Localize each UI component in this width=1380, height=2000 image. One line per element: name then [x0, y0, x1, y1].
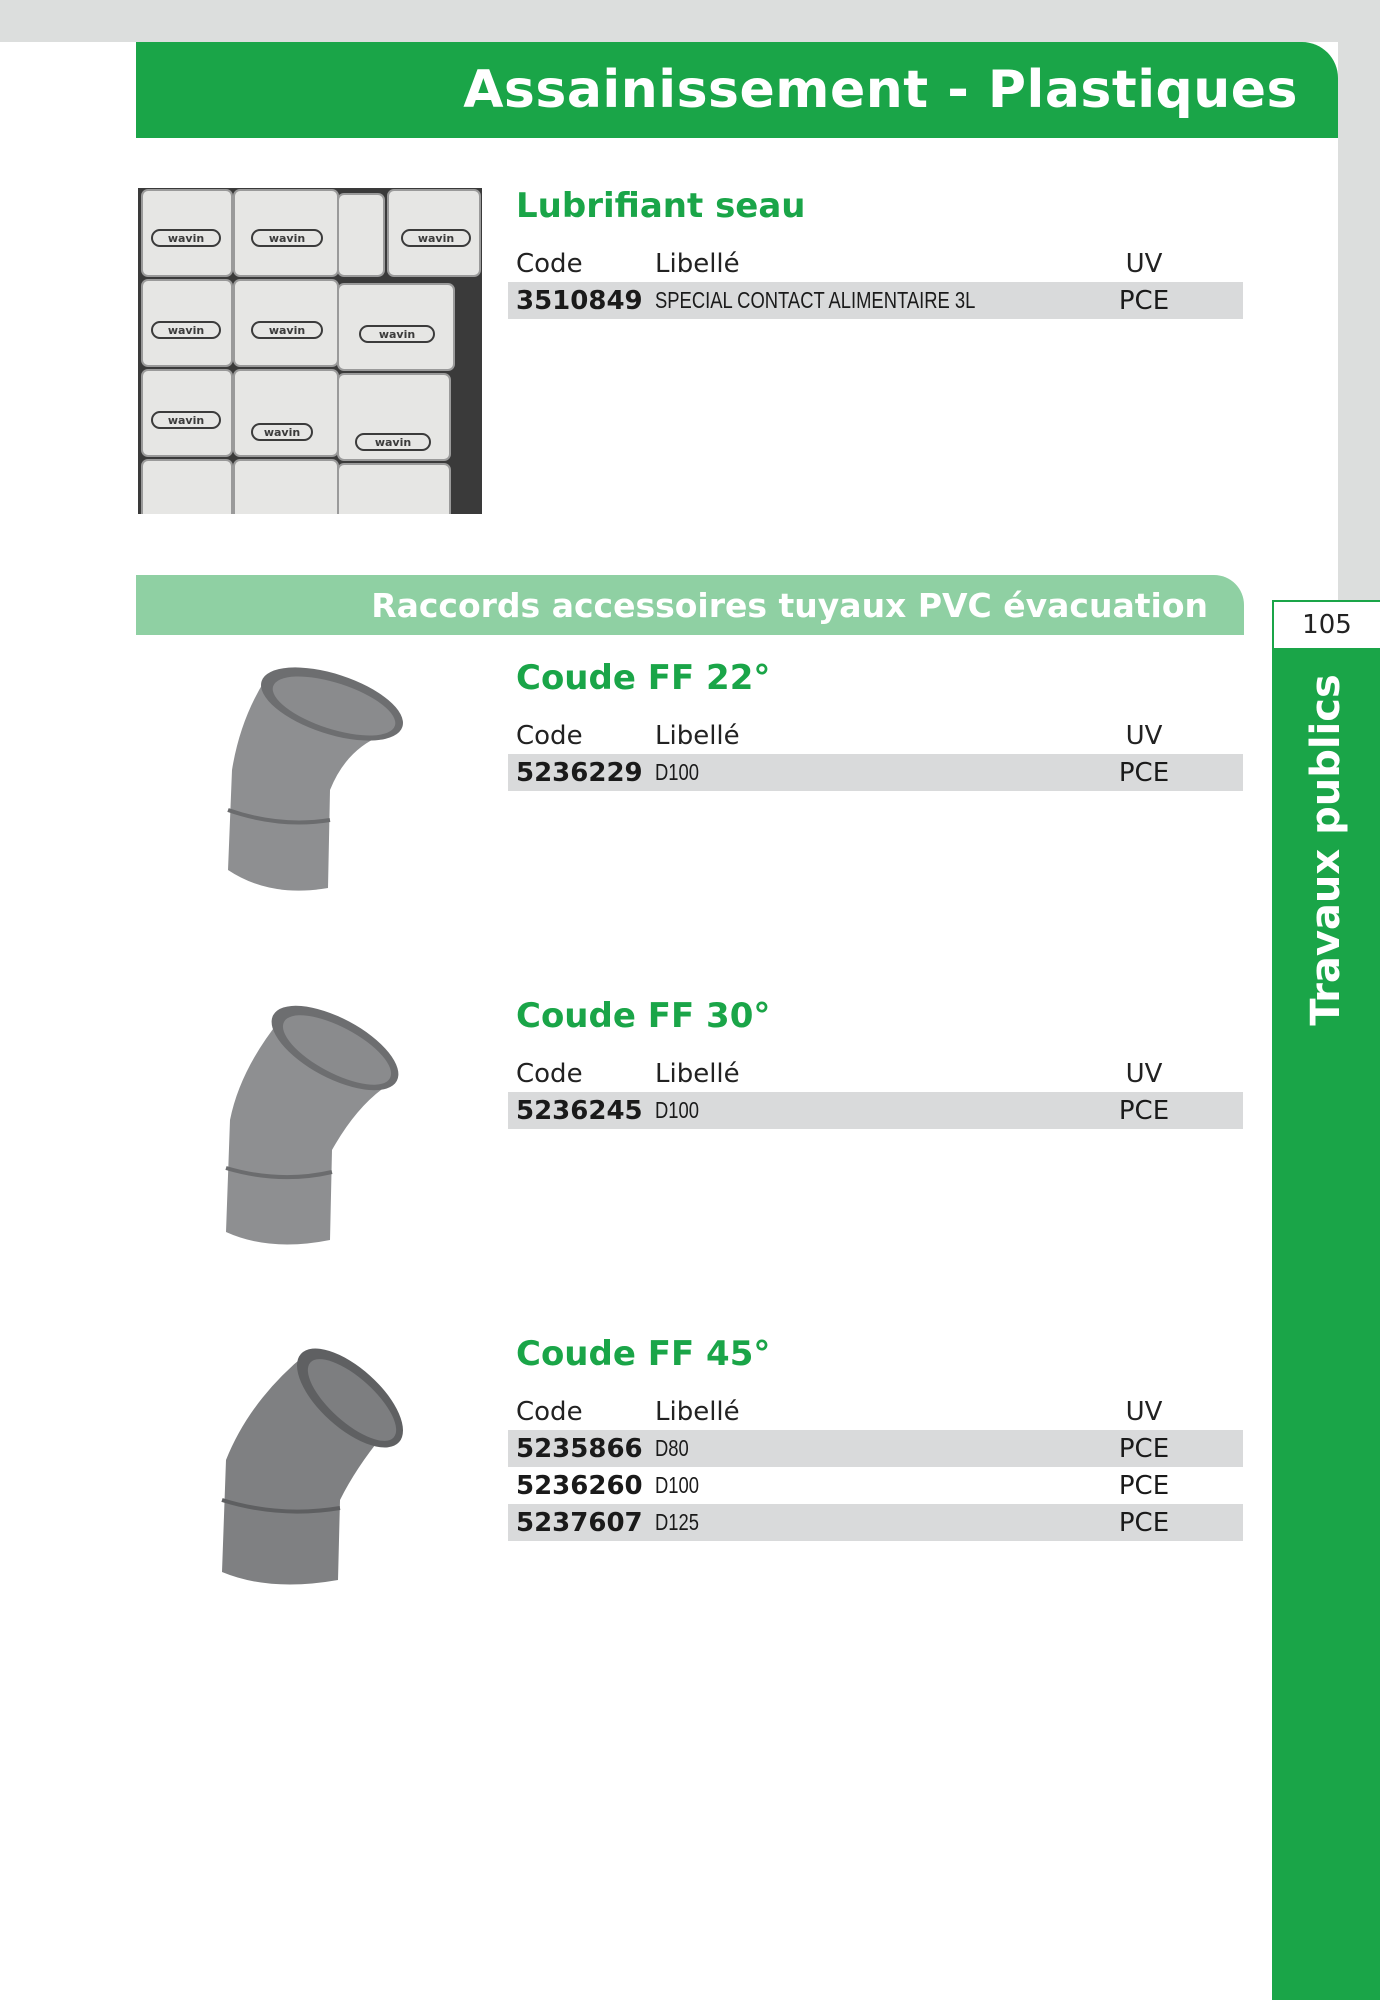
row-code: 5235866 [516, 1433, 643, 1464]
row-uv: PCE [1118, 285, 1170, 316]
header-uv: UV [1125, 249, 1163, 279]
main-header-banner [136, 42, 1338, 138]
row-libelle: D100 [655, 1472, 699, 1498]
table-row [508, 754, 1243, 791]
header-uv: UV [1125, 721, 1163, 751]
top-gray-strip [0, 0, 1380, 42]
row-libelle: D100 [655, 759, 699, 785]
row-uv: PCE [1118, 1507, 1170, 1538]
row-code: 3510849 [516, 285, 643, 316]
table-header [508, 1056, 1243, 1092]
product-coude-ff-30 [508, 996, 1243, 1129]
svg-text:wavin: wavin [263, 426, 301, 439]
section-banner [136, 575, 1244, 635]
row-libelle: D100 [655, 1097, 699, 1123]
bucket-stack-illustration [138, 188, 482, 514]
table-row [508, 1504, 1243, 1541]
header-libelle: Libellé [655, 249, 740, 279]
elbow-22-image [210, 660, 410, 910]
header-libelle: Libellé [655, 1059, 740, 1089]
page-number: 105 [1272, 600, 1380, 650]
header-libelle: Libellé [655, 1397, 740, 1427]
product-coude-ff-45 [508, 1334, 1243, 1541]
page-title: Assainissement - Plastiques [463, 60, 1298, 120]
header-libelle: Libellé [655, 721, 740, 751]
header-code: Code [516, 1397, 583, 1427]
lubricant-bucket-photo [138, 188, 482, 514]
product-title: Coude FF 45° [516, 1334, 771, 1374]
table-row [508, 1467, 1243, 1504]
row-uv: PCE [1118, 1470, 1170, 1501]
row-code: 5236229 [516, 757, 643, 788]
svg-text:wavin: wavin [167, 232, 205, 245]
row-code: 5236260 [516, 1470, 643, 1501]
header-code: Code [516, 1059, 583, 1089]
product-title: Coude FF 30° [516, 996, 771, 1036]
row-uv: PCE [1118, 1433, 1170, 1464]
product-title: Coude FF 22° [516, 658, 771, 698]
row-libelle: D125 [655, 1509, 699, 1535]
row-uv: PCE [1118, 757, 1170, 788]
table-header [508, 246, 1243, 282]
row-libelle: D80 [655, 1435, 689, 1461]
svg-text:wavin: wavin [374, 436, 412, 449]
product-title: Lubrifiant seau [516, 186, 806, 226]
row-code: 5236245 [516, 1095, 643, 1126]
elbow-30-image [210, 1000, 410, 1250]
row-uv: PCE [1118, 1095, 1170, 1126]
side-category-label: Travaux publics [1303, 674, 1349, 1026]
table-row [508, 1430, 1243, 1467]
header-code: Code [516, 249, 583, 279]
table-header [508, 718, 1243, 754]
header-code: Code [516, 721, 583, 751]
svg-text:wavin: wavin [268, 324, 306, 337]
table-row [508, 282, 1243, 319]
row-libelle: SPECIAL CONTACT ALIMENTAIRE 3L [655, 287, 976, 313]
section-title: Raccords accessoires tuyaux PVC évacuation [371, 585, 1208, 625]
row-code: 5237607 [516, 1507, 643, 1538]
right-gray-strip [1338, 0, 1380, 600]
svg-text:wavin: wavin [378, 328, 416, 341]
product-coude-ff-22 [508, 658, 1243, 791]
table-header [508, 1394, 1243, 1430]
product-lubrifiant-seau [508, 186, 1243, 319]
svg-text:wavin: wavin [417, 232, 455, 245]
svg-text:wavin: wavin [268, 232, 306, 245]
header-uv: UV [1125, 1397, 1163, 1427]
header-uv: UV [1125, 1059, 1163, 1089]
svg-text:wavin: wavin [167, 324, 205, 337]
table-row [508, 1092, 1243, 1129]
svg-text:wavin: wavin [167, 414, 205, 427]
elbow-45-image [210, 1340, 410, 1590]
